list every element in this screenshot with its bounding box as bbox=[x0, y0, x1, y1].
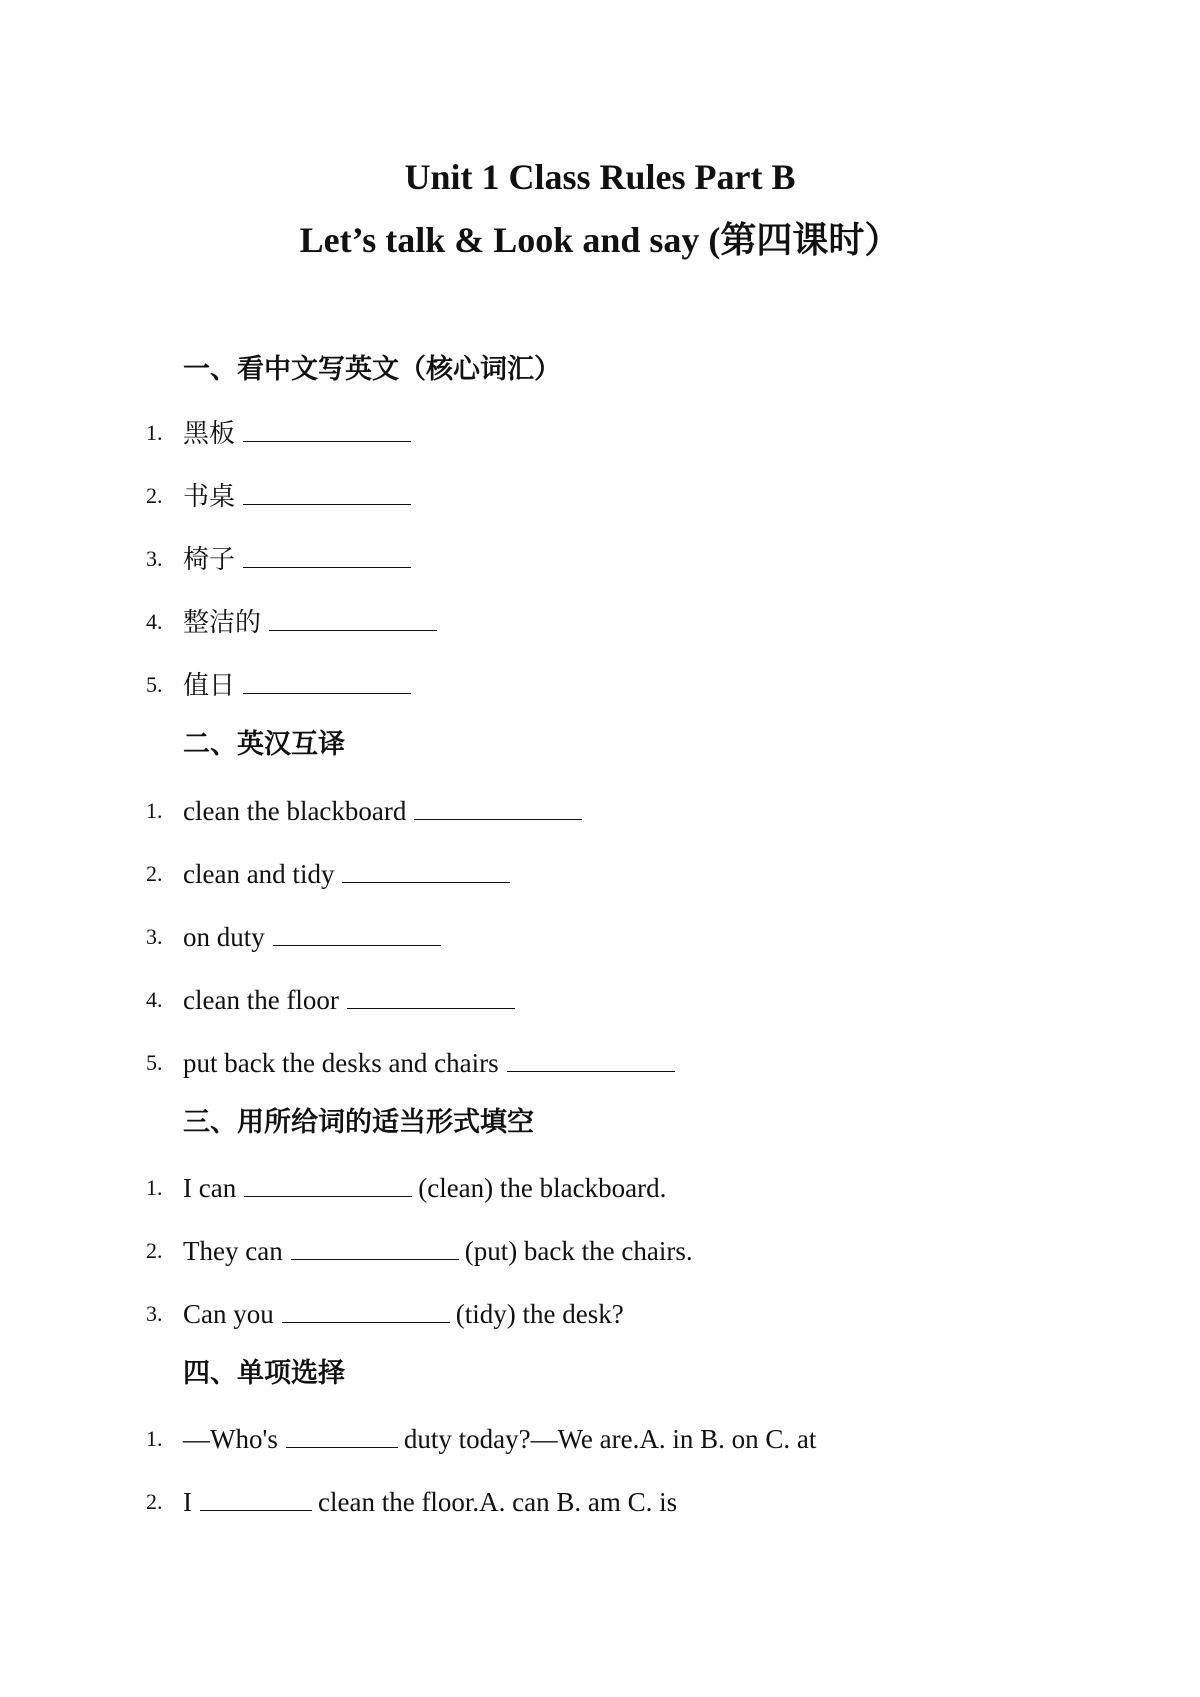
item-number: 1. bbox=[146, 798, 163, 823]
sentence-start: I bbox=[183, 1487, 192, 1517]
item-number: 1. bbox=[146, 1426, 163, 1451]
sentence-end: (put) back the chairs. bbox=[464, 1236, 693, 1266]
sentence-end: duty today?—We are.A. in B. on C. at bbox=[403, 1424, 817, 1454]
item-number: 2. bbox=[146, 483, 163, 508]
item-prompt: 整洁的 bbox=[183, 608, 262, 638]
sentence-start: I can bbox=[183, 1173, 237, 1203]
sentence-end: (clean) the blackboard. bbox=[418, 1173, 667, 1203]
item-prompt: on duty bbox=[183, 922, 265, 952]
answer-blank[interactable] bbox=[243, 440, 411, 442]
section-heading-multiple-choice: 四、单项选择 bbox=[183, 1358, 345, 1389]
item-number: 5. bbox=[146, 672, 163, 697]
worksheet-subtitle: Let’s talk & Look and say (第四课时） bbox=[299, 220, 901, 260]
answer-blank[interactable] bbox=[244, 1195, 412, 1197]
item-number: 3. bbox=[146, 546, 163, 571]
sentence-end: clean the floor.A. can B. am C. is bbox=[318, 1487, 678, 1517]
answer-blank[interactable] bbox=[414, 818, 582, 820]
answer-blank[interactable] bbox=[342, 881, 510, 883]
item-prompt: clean and tidy bbox=[183, 859, 335, 889]
section-heading-fill-in: 三、用所给词的适当形式填空 bbox=[183, 1107, 534, 1138]
item-number: 1. bbox=[146, 1175, 163, 1200]
item-number: 2. bbox=[146, 861, 163, 886]
answer-blank[interactable] bbox=[269, 629, 437, 631]
sentence-start: —Who's bbox=[183, 1424, 278, 1454]
answer-blank[interactable] bbox=[347, 1007, 515, 1009]
answer-blank[interactable] bbox=[273, 944, 441, 946]
item-number: 2. bbox=[146, 1238, 163, 1263]
sentence-end: (tidy) the desk? bbox=[455, 1299, 624, 1329]
item-prompt: clean the blackboard bbox=[183, 796, 407, 826]
worksheet-title: Unit 1 Class Rules Part B bbox=[404, 157, 796, 197]
answer-blank[interactable] bbox=[286, 1446, 398, 1448]
item-prompt: 值日 bbox=[183, 671, 236, 701]
section-heading-vocabulary: 一、看中文写英文（核心词汇） bbox=[183, 354, 561, 385]
section-heading-translation: 二、英汉互译 bbox=[183, 729, 345, 760]
item-prompt: 黑板 bbox=[183, 419, 236, 449]
item-prompt: 书桌 bbox=[183, 482, 236, 512]
item-number: 1. bbox=[146, 420, 163, 445]
item-number: 5. bbox=[146, 1050, 163, 1075]
sentence-start: They can bbox=[183, 1236, 283, 1266]
item-number: 4. bbox=[146, 987, 163, 1012]
item-prompt: put back the desks and chairs bbox=[183, 1048, 499, 1078]
answer-blank[interactable] bbox=[291, 1258, 459, 1260]
answer-blank[interactable] bbox=[243, 692, 411, 694]
item-number: 3. bbox=[146, 1301, 163, 1326]
item-prompt: clean the floor bbox=[183, 985, 339, 1015]
answer-blank[interactable] bbox=[200, 1509, 312, 1511]
item-number: 2. bbox=[146, 1489, 163, 1514]
answer-blank[interactable] bbox=[507, 1070, 675, 1072]
answer-blank[interactable] bbox=[243, 566, 411, 568]
item-number: 3. bbox=[146, 924, 163, 949]
sentence-start: Can you bbox=[183, 1299, 274, 1329]
item-number: 4. bbox=[146, 609, 163, 634]
answer-blank[interactable] bbox=[282, 1321, 450, 1323]
answer-blank[interactable] bbox=[243, 503, 411, 505]
item-prompt: 椅子 bbox=[183, 545, 236, 575]
